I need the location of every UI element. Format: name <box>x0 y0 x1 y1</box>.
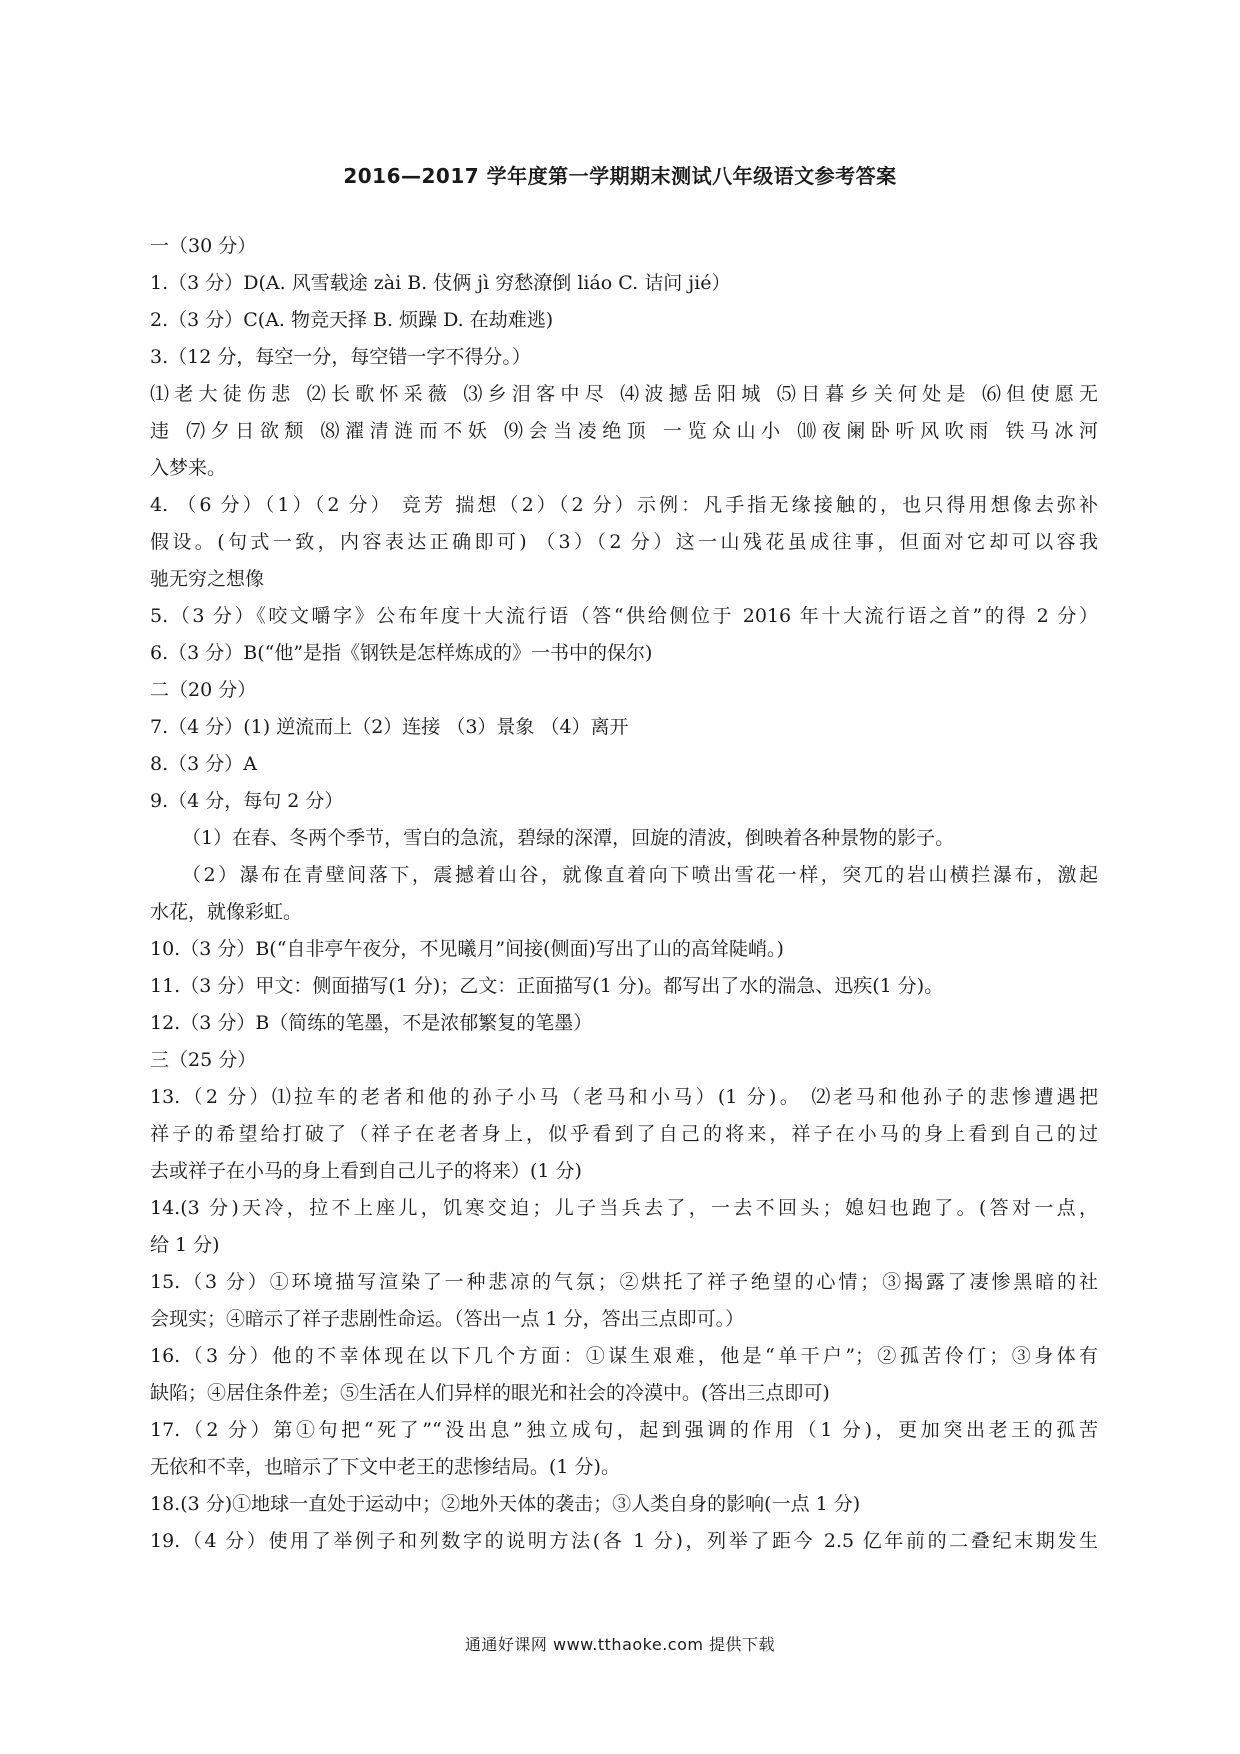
answer-line: 11.（3 分）甲文：侧面描写(1 分)；乙文：正面描写(1 分)。都写出了水的湍急、迅疾(1 分)。 <box>150 975 944 997</box>
section-heading-2: 二（20 分） <box>150 679 257 701</box>
section-heading-1: 一（30 分） <box>150 235 257 257</box>
answer-line: 4. （6 分）（1）（2 分） 竞芳 揣想（2）（2 分）示例：凡手指无缘接触的，也只得用想像去弥补 <box>150 494 1098 516</box>
answer-line: 祥子的希望给打破了（祥子在老者身上，似乎看到了自己的将来，祥子在小马的身上看到自己的过 <box>150 1123 1098 1145</box>
answer-line: 15.（3 分）①环境描写渲染了一种悲凉的气氛；②烘托了祥子绝望的心情；③揭露了凄惨黑暗的社 <box>150 1271 1098 1293</box>
answer-line: 无依和不幸，也暗示了下文中老王的悲惨结局。(1 分)。 <box>150 1456 620 1478</box>
download-footer: 通通好课网 www.tthaoke.com 提供下载 <box>464 1635 776 1654</box>
answer-line: （2）瀑布在青壁间落下，震撼着山谷，就像直着向下喷出雪花一样，突兀的岩山横拦瀑布，激起 <box>182 864 1098 886</box>
answer-line: 17.（2 分）第①句把“死了”“没出息”独立成句，起到强调的作用（1 分)，更加突出老王的孤苦 <box>150 1419 1098 1441</box>
answer-line: 19.（4 分）使用了举例子和列数字的说明方法(各 1 分)，列举了距今 2.5 亿年前的二叠纪末期发生 <box>150 1530 1098 1552</box>
answer-line: 给 1 分) <box>150 1234 220 1256</box>
document-title: 2016—2017 学年度第一学期期末测试八年级语文参考答案 <box>343 164 897 188</box>
answer-line: 8.（3 分）A <box>150 753 257 775</box>
answer-line: 假设。(句式一致，内容表达正确即可) （3）（2 分）这一山残花虽成往事，但面对它却可以容我 <box>150 531 1098 553</box>
section-heading-3: 三（25 分） <box>150 1049 257 1071</box>
answer-line: 14.(3 分)天冷，拉不上座儿，饥寒交迫；儿子当兵去了，一去不回头；媳妇也跑了。(答对一点， <box>150 1197 1098 1219</box>
answer-line: 10.（3 分）B(“自非亭午夜分，不见曦月”间接(侧面)写出了山的高耸陡峭。) <box>150 938 784 960</box>
answer-line: 18.(3 分)①地球一直处于运动中；②地外天体的袭击；③人类自身的影响(一点 1 分) <box>150 1493 861 1515</box>
answer-line: 去或祥子在小马的身上看到自己儿子的将来）(1 分) <box>150 1160 582 1182</box>
answer-line: 9.（4 分，每句 2 分） <box>150 790 344 812</box>
answer-line: 水花，就像彩虹。 <box>150 901 303 923</box>
answer-line: 会现实；④暗示了祥子悲剧性命运。（答出一点 1 分，答出三点即可。） <box>150 1308 745 1330</box>
answer-line: ⑴老大徒伤悲 ⑵长歌怀采薇 ⑶乡泪客中尽 ⑷波撼岳阳城 ⑸日暮乡关何处是 ⑹但使愿无 <box>150 383 1098 405</box>
answer-body <box>150 228 1098 1560</box>
answer-line: 5.（3 分）《咬文嚼字》公布年度十大流行语（答“供给侧位于 2016 年十大流行语之首”的得 2 分） <box>150 605 1098 627</box>
answer-line: 缺陷；④居住条件差；⑤生活在人们异样的眼光和社会的冷漠中。(答出三点即可) <box>150 1382 830 1404</box>
answer-line: 13.（2 分）⑴拉车的老者和他的孙子小马（老马和小马）(1 分)。 ⑵老马和他孙子的悲惨遭遇把 <box>150 1086 1098 1108</box>
answer-line: 违 ⑺夕日欲颓 ⑻濯清涟而不妖 ⑼会当凌绝顶 一览众山小 ⑽夜阑卧听风吹雨 铁马冰河 <box>150 420 1098 442</box>
answer-line: 3.（12 分，每空一分，每空错一字不得分。） <box>150 346 531 368</box>
answer-line: 7.（4 分）(1) 逆流而上（2）连接 （3）景象 （4）离开 <box>150 716 629 738</box>
answer-line: 入梦来。 <box>150 457 227 479</box>
answer-line: （1）在春、冬两个季节，雪白的急流，碧绿的深潭，回旋的清波，倒映着各种景物的影子。 <box>182 827 955 849</box>
answer-line: 1.（3 分）D(A. 风雪载途 zài B. 伎俩 jì 穷愁潦倒 liáo C. 诘问 jié） <box>150 272 731 294</box>
answer-line: 6.（3 分）B(“他”是指《钢铁是怎样炼成的》一书中的保尔) <box>150 642 653 664</box>
answer-line: 16.（3 分）他的不幸体现在以下几个方面：①谋生艰难，他是“单干户”；②孤苦伶仃；③身体有 <box>150 1345 1098 1367</box>
answer-line: 2.（3 分）C(A. 物竞天择 B. 烦躁 D. 在劫难逃) <box>150 309 554 331</box>
answer-line: 12.（3 分）B（简练的笔墨，不是浓郁繁复的笔墨） <box>150 1012 593 1034</box>
answer-line: 驰无穷之想像 <box>150 568 265 590</box>
